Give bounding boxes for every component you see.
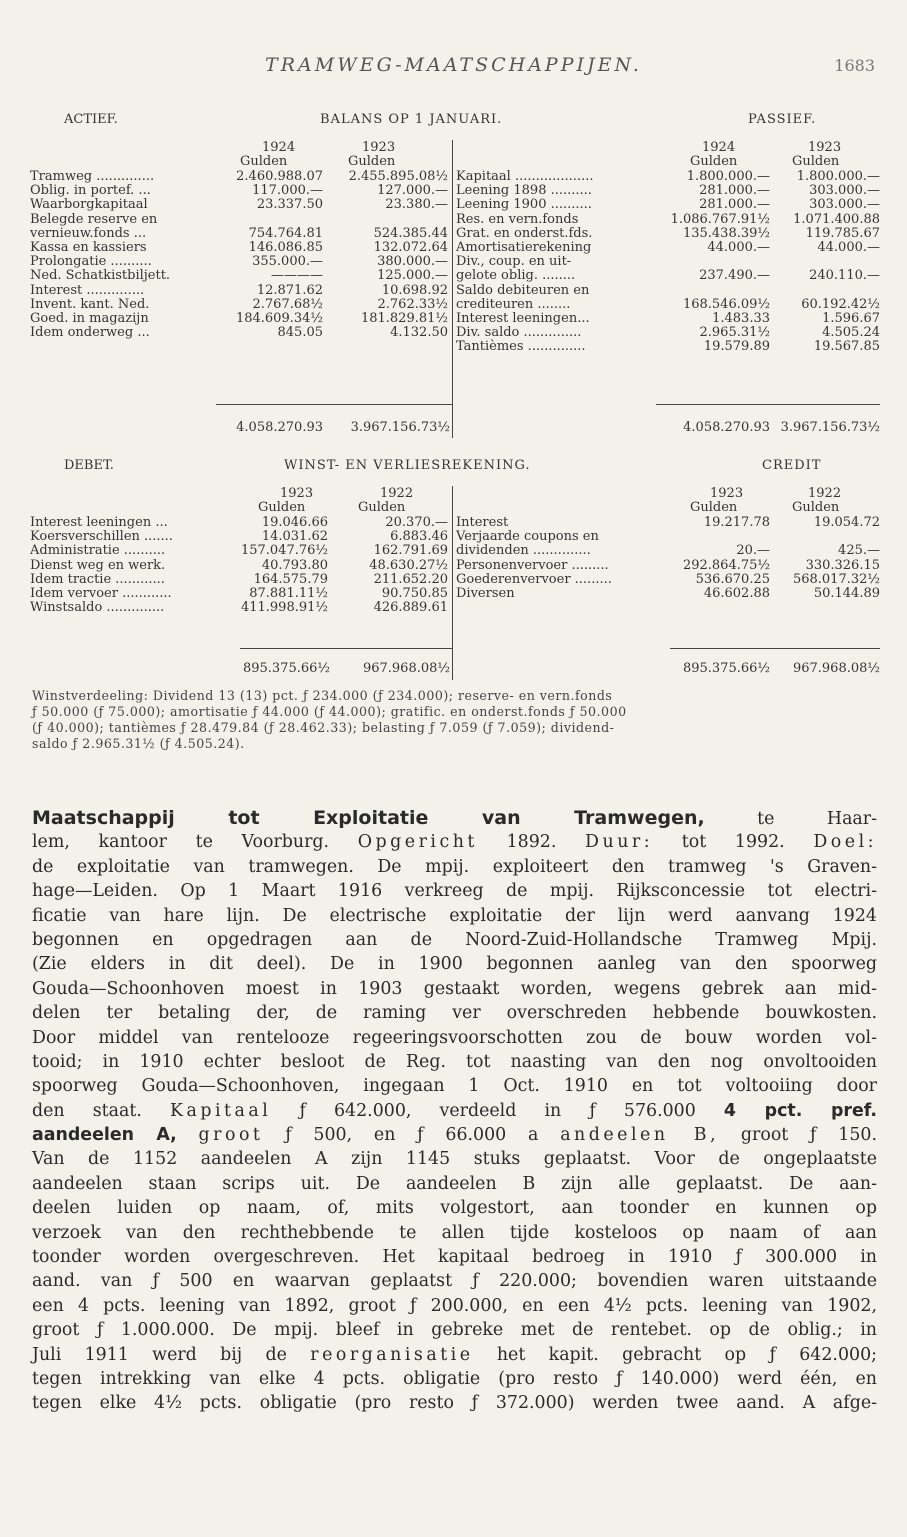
text-line: ficatie van hare lijn. De electrische exploitatie der lijn werd aanvang 1924 [32, 905, 877, 926]
unit-col: Gulden [792, 154, 840, 169]
balance-sheet [30, 112, 880, 442]
text-line: Gouda—Schoonhoven moest in 1903 gestaakt worden, wegens gebrek aan mid- [32, 978, 877, 999]
table-row [30, 601, 450, 615]
text-line: (Zie elders in dit deel). De in 1900 begonnen aanleg van den spoorweg [32, 954, 877, 975]
text-line: groot ƒ 1.000.000. De mpij. bleef in gebreke met de rentebet. op de oblig.; in [32, 1320, 877, 1341]
table-row [452, 213, 880, 227]
year-col: 1922 [380, 486, 414, 501]
table-row [30, 587, 450, 601]
row-label: Interest .............. [30, 282, 145, 298]
row-label: Interest [456, 515, 509, 530]
note-line: Winstverdeeling: Dividend 13 (13) pct. ƒ 234.000 (ƒ 234.000); reserve- en vern.fonds [32, 688, 613, 703]
text-line: aandeelen staan scrips uit. De aandeelen B zijn alle geplaatst. De aan- [32, 1173, 877, 1194]
unit-col: Gulden [792, 500, 840, 515]
row-label: Verjaarde coupons en [456, 529, 599, 545]
row-label: crediteuren ........ [456, 296, 571, 312]
row-value: ———— [271, 268, 323, 284]
company-name: Maatschappij tot Exploitatie van Tramwegen, [32, 807, 705, 829]
text-line: aand. van ƒ 500 en waarvan geplaatst ƒ 220.000; bovendien waren uitstaande [32, 1271, 877, 1292]
table-row [452, 255, 880, 269]
table-row [452, 170, 880, 184]
text-line: tooid; in 1910 echter besloot de Reg. tot naasting van den nog onvoltooiden [32, 1051, 877, 1072]
row-value: 2.455.895.08½ [348, 169, 448, 184]
row-value: 411.998.91½ [240, 600, 328, 616]
total-value: 3.967.156.73½ [780, 420, 880, 435]
row-label: Leening 1898 .......... [456, 183, 592, 199]
unit-col: Gulden [348, 154, 396, 169]
row-value: 536.670.25 [695, 571, 770, 587]
row-value: 237.490.— [699, 268, 770, 284]
row-label: Saldo debiteuren en [456, 282, 590, 298]
row-value: 10.698.92 [381, 282, 448, 298]
table-row [452, 573, 880, 587]
total-rule [656, 404, 880, 405]
row-value: 524.385.44 [373, 225, 448, 241]
table-row [30, 544, 450, 558]
section-kapitaal: Kapitaal [170, 1100, 272, 1121]
text-line: Van de 1152 aandeelen A zijn 1145 stuks geplaatst. Voor de ongeplaatste [32, 1149, 877, 1170]
row-value: 1.800.000.— [796, 169, 880, 184]
text-line: Door middel van rentelooze regeeringsvoorschotten zou de bouw worden vol- [32, 1027, 877, 1048]
table-row [30, 269, 450, 283]
row-value: 303.000.— [809, 183, 880, 199]
text-line: aandeelen A, groot ƒ 500, en ƒ 66.000 a andeelen B, groot ƒ 150. [32, 1125, 878, 1146]
row-label: Tramweg .............. [30, 169, 155, 184]
section-doel: Doel: [813, 832, 877, 853]
credit-rows [452, 516, 880, 601]
row-value: 380.000.— [377, 254, 448, 270]
note-line: (ƒ 40.000); tantièmes ƒ 28.479.84 (ƒ 28.462.33); belasting ƒ 7.059 (ƒ 7.059); dividend- [32, 720, 615, 735]
row-label: Tantièmes .............. [456, 339, 586, 355]
row-value: 135.438.39½ [682, 225, 770, 241]
table-row [30, 241, 450, 255]
row-value: 1.086.767.91½ [670, 211, 770, 227]
row-value: 240.110.— [809, 268, 880, 284]
row-label: Idem onderweg ... [30, 325, 150, 341]
table-row [452, 269, 880, 283]
row-label: Interest leeningen ... [30, 515, 168, 530]
row-value: 48.630.27½ [369, 557, 448, 573]
company-description [32, 806, 877, 1416]
table-row [30, 284, 450, 298]
row-value: 14.031.62 [261, 529, 328, 545]
row-value: 146.086.85 [248, 239, 323, 255]
row-label: Goederenvervoer ......... [456, 571, 612, 587]
row-label: Waarborgkapitaal [30, 197, 148, 213]
row-value: 281.000.— [699, 197, 770, 213]
text-line: Maatschappij tot Exploitatie van Tramwegen, te Haar- [32, 807, 877, 829]
row-value: 87.881.11½ [249, 585, 328, 601]
row-label: Idem vervoer ............ [30, 585, 172, 601]
table-row [30, 326, 450, 340]
table-row [30, 573, 450, 587]
actief-rows [30, 170, 450, 340]
text-line: lem, kantoor te Voorburg. Opgericht 1892. Duur: tot 1992. Doel: [32, 832, 877, 853]
row-value: 19.054.72 [813, 515, 880, 530]
row-label: dividenden .............. [456, 543, 591, 559]
table-row [452, 340, 880, 354]
running-title: TRAMWEG-MAATSCHAPPIJEN. [265, 54, 642, 76]
table-row [452, 530, 880, 544]
row-label: Administratie .......... [30, 543, 166, 559]
total-rule [216, 404, 452, 405]
row-value: 4.132.50 [390, 325, 448, 341]
row-value: 125.000.— [377, 268, 448, 284]
row-label: Leening 1900 .......... [456, 197, 592, 213]
unit-col: Gulden [690, 500, 738, 515]
total-value: 895.375.66½ [242, 661, 330, 676]
row-value: 127.000.— [377, 183, 448, 199]
year-col: 1923 [280, 486, 314, 501]
table-row [30, 530, 450, 544]
row-label: Kapitaal ................... [456, 169, 594, 184]
row-value: 20.— [736, 543, 770, 559]
text-line: begonnen en opgedragen aan de Noord-Zuid-Hollandsche Tramweg Mpij. [32, 929, 877, 950]
row-value: 46.602.88 [703, 585, 770, 601]
text-line: een 4 pcts. leening van 1892, groot ƒ 200.000, en een 4½ pcts. leening van 1902, [32, 1295, 877, 1316]
row-value: 19.046.66 [261, 515, 328, 530]
table-row [452, 326, 880, 340]
row-value: 568.017.32½ [792, 571, 880, 587]
row-value: 426.889.61 [373, 600, 448, 616]
year-col: 1924 [262, 140, 296, 155]
row-value: 425.— [838, 543, 880, 559]
row-value: 1.800.000.— [686, 169, 770, 184]
row-value: 281.000.— [699, 183, 770, 199]
row-value: 1.483.33 [712, 310, 770, 326]
winstverdeeling-note [32, 688, 877, 752]
row-value: 60.192.42½ [801, 296, 880, 312]
column-divider [452, 140, 453, 438]
note-line: saldo ƒ 2.965.31½ (ƒ 4.505.24). [32, 736, 245, 751]
row-label: Kassa en kassiers [30, 239, 147, 255]
row-value: 119.785.67 [805, 225, 880, 241]
text-line: deelen luiden op naam, of, mits volgestort, aan toonder en kunnen op [32, 1198, 877, 1219]
table-row [452, 284, 880, 298]
row-label: Dienst weg en werk. [30, 557, 166, 573]
credit-label: CREDIT [762, 458, 822, 473]
unit-col: Gulden [240, 154, 288, 169]
text-line: Juli 1911 werd bij de reorganisatie het kapit. gebracht op ƒ 642.000; [32, 1344, 877, 1365]
row-value: 184.609.34½ [235, 310, 323, 326]
row-value: 12.871.62 [256, 282, 323, 298]
row-label: Res. en vern.fonds [456, 211, 579, 227]
actief-label: ACTIEF. [64, 112, 118, 127]
total-value: 895.375.66½ [682, 661, 770, 676]
text-line: spoorweg Gouda—Schoonhoven, ingegaan 1 Oct. 1910 en tot voltooiing door [32, 1076, 877, 1097]
text-line: delen ter betaling der, de raming ver overschreden hebbende bouwkosten. [32, 1003, 877, 1024]
column-divider [452, 486, 453, 680]
debet-rows [30, 516, 450, 615]
row-value: 19.567.85 [813, 339, 880, 355]
row-label: Div., coup. en uit- [456, 254, 572, 270]
row-value: 20.370.— [385, 515, 448, 530]
year-col: 1923 [808, 140, 842, 155]
row-value: 845.05 [277, 325, 323, 341]
table-row [30, 184, 450, 198]
year-col: 1924 [702, 140, 736, 155]
year-col: 1923 [710, 486, 744, 501]
row-label: Div. saldo .............. [456, 325, 582, 341]
row-label: Amortisatierekening [456, 239, 592, 255]
row-value: 168.546.09½ [682, 296, 770, 312]
winst-title: WINST- EN VERLIESREKENING. [284, 458, 531, 473]
row-value: 117.000.— [252, 183, 323, 199]
total-value: 4.058.270.93 [236, 420, 323, 435]
row-value: 23.380.— [385, 197, 448, 213]
year-col: 1922 [808, 486, 842, 501]
row-label: Interest leeningen... [456, 310, 590, 326]
table-row [30, 170, 450, 184]
table-row [452, 227, 880, 241]
row-value: 2.767.68½ [252, 296, 323, 312]
winst-verlies-rekening [30, 458, 880, 680]
row-value: 2.460.988.07 [236, 169, 323, 184]
table-row [452, 559, 880, 573]
table-row [30, 198, 450, 212]
row-value: 164.575.79 [253, 571, 328, 587]
table-row [30, 298, 450, 312]
year-col: 1923 [362, 140, 396, 155]
unit-col: Gulden [690, 154, 738, 169]
text-line: den staat. Kapitaal ƒ 642.000, verdeeld in ƒ 576.000 4 pct. pref. [32, 1100, 877, 1121]
section-opgericht: Opgericht [357, 832, 478, 853]
row-label: vernieuw.fonds ... [30, 225, 147, 241]
total-value: 967.968.08½ [792, 661, 880, 676]
table-row [452, 198, 880, 212]
table-row [452, 241, 880, 255]
row-value: 1.071.400.88 [793, 211, 880, 227]
table-row [30, 255, 450, 269]
row-label: Invent. kant. Ned. [30, 296, 150, 312]
row-label: gelote oblig. ........ [456, 268, 576, 284]
passief-label: PASSIEF. [748, 112, 817, 127]
total-value: 3.967.156.73½ [350, 420, 450, 435]
row-value: 211.652.20 [373, 571, 448, 587]
text-line: tegen elke 4½ pcts. obligatie (pro resto ƒ 372.000) werden twee aand. A afge- [32, 1393, 877, 1414]
row-label: Belegde reserve en [30, 211, 158, 227]
row-label: Ned. Schatkistbiljett. [30, 268, 171, 284]
row-label: Personenvervoer ......... [456, 557, 609, 573]
table-row [452, 184, 880, 198]
row-value: 44.000.— [707, 239, 770, 255]
row-value: 19.217.78 [703, 515, 770, 530]
row-value: 6.883.46 [390, 529, 448, 545]
row-value: 50.144.89 [813, 585, 880, 601]
table-row [30, 559, 450, 573]
row-value: 181.829.81½ [360, 310, 448, 326]
table-row [30, 312, 450, 326]
row-value: 19.579.89 [703, 339, 770, 355]
table-row [452, 298, 880, 312]
row-value: 2.762.33½ [377, 296, 448, 312]
row-value: 355.000.— [252, 254, 323, 270]
row-value: 157.047.76½ [240, 543, 328, 559]
row-label: Prolongatie .......... [30, 254, 152, 270]
row-value: 44.000.— [817, 239, 880, 255]
row-value: 132.072.64 [373, 239, 448, 255]
debet-label: DEBET. [64, 458, 114, 473]
row-label: Winstsaldo .............. [30, 600, 165, 616]
row-value: 23.337.50 [256, 197, 323, 213]
total-rule [670, 648, 880, 649]
total-value: 967.968.08½ [362, 661, 450, 676]
section-duur: Duur: [585, 832, 654, 853]
table-row [452, 587, 880, 601]
text-line: verzoek van den rechthebbende te allen tijde kosteloos op naam of aan [32, 1222, 877, 1243]
row-value: 292.864.75½ [682, 557, 770, 573]
text-line: tegen intrekking van elke 4 pcts. obligatie (pro resto ƒ 140.000) werd één, en [32, 1368, 877, 1389]
row-value: 1.596.67 [822, 310, 880, 326]
text-line: toonder worden overgeschreven. Het kapitaal bedroeg in 1910 ƒ 300.000 in [32, 1247, 877, 1268]
row-label: Oblig. in portef. ... [30, 183, 151, 199]
row-label: Goed. in magazijn [30, 310, 149, 326]
row-value: 4.505.24 [822, 325, 880, 341]
row-value: 330.326.15 [805, 557, 880, 573]
table-row [30, 227, 450, 241]
table-row [30, 516, 450, 530]
row-label: Grat. en onderst.fds. [456, 225, 593, 241]
balance-title: BALANS OP 1 JANUARI. [320, 112, 503, 127]
section-reorganisatie: reorganisatie [310, 1344, 474, 1365]
row-value: 40.793.80 [261, 557, 328, 573]
passief-rows [452, 170, 880, 354]
row-value: 754.764.81 [248, 225, 323, 241]
unit-col: Gulden [258, 500, 306, 515]
table-row [452, 312, 880, 326]
total-rule [240, 648, 452, 649]
row-label: Idem tractie ............ [30, 571, 165, 587]
page-header [0, 50, 907, 80]
page-number: 1683 [834, 56, 875, 75]
row-value: 162.791.69 [373, 543, 448, 559]
note-line: ƒ 50.000 (ƒ 75.000); amortisatie ƒ 44.000 (ƒ 44.000); gratific. en onderst.fonds ƒ 50.000 [32, 704, 627, 719]
total-value: 4.058.270.93 [683, 420, 770, 435]
table-row [452, 516, 880, 530]
table-row [452, 544, 880, 558]
text-line: hage—Leiden. Op 1 Maart 1916 verkreeg de mpij. Rijksconcessie tot electri- [32, 881, 877, 902]
row-value: 2.965.31½ [699, 325, 770, 341]
row-label: Diversen [456, 585, 515, 601]
row-value: 90.750.85 [381, 585, 448, 601]
text-line: de exploitatie van tramwegen. De mpij. exploiteert den tramweg 's Graven- [32, 856, 877, 877]
row-label: Koersverschillen ....... [30, 529, 173, 545]
unit-col: Gulden [358, 500, 406, 515]
table-row [30, 213, 450, 227]
row-value: 303.000.— [809, 197, 880, 213]
